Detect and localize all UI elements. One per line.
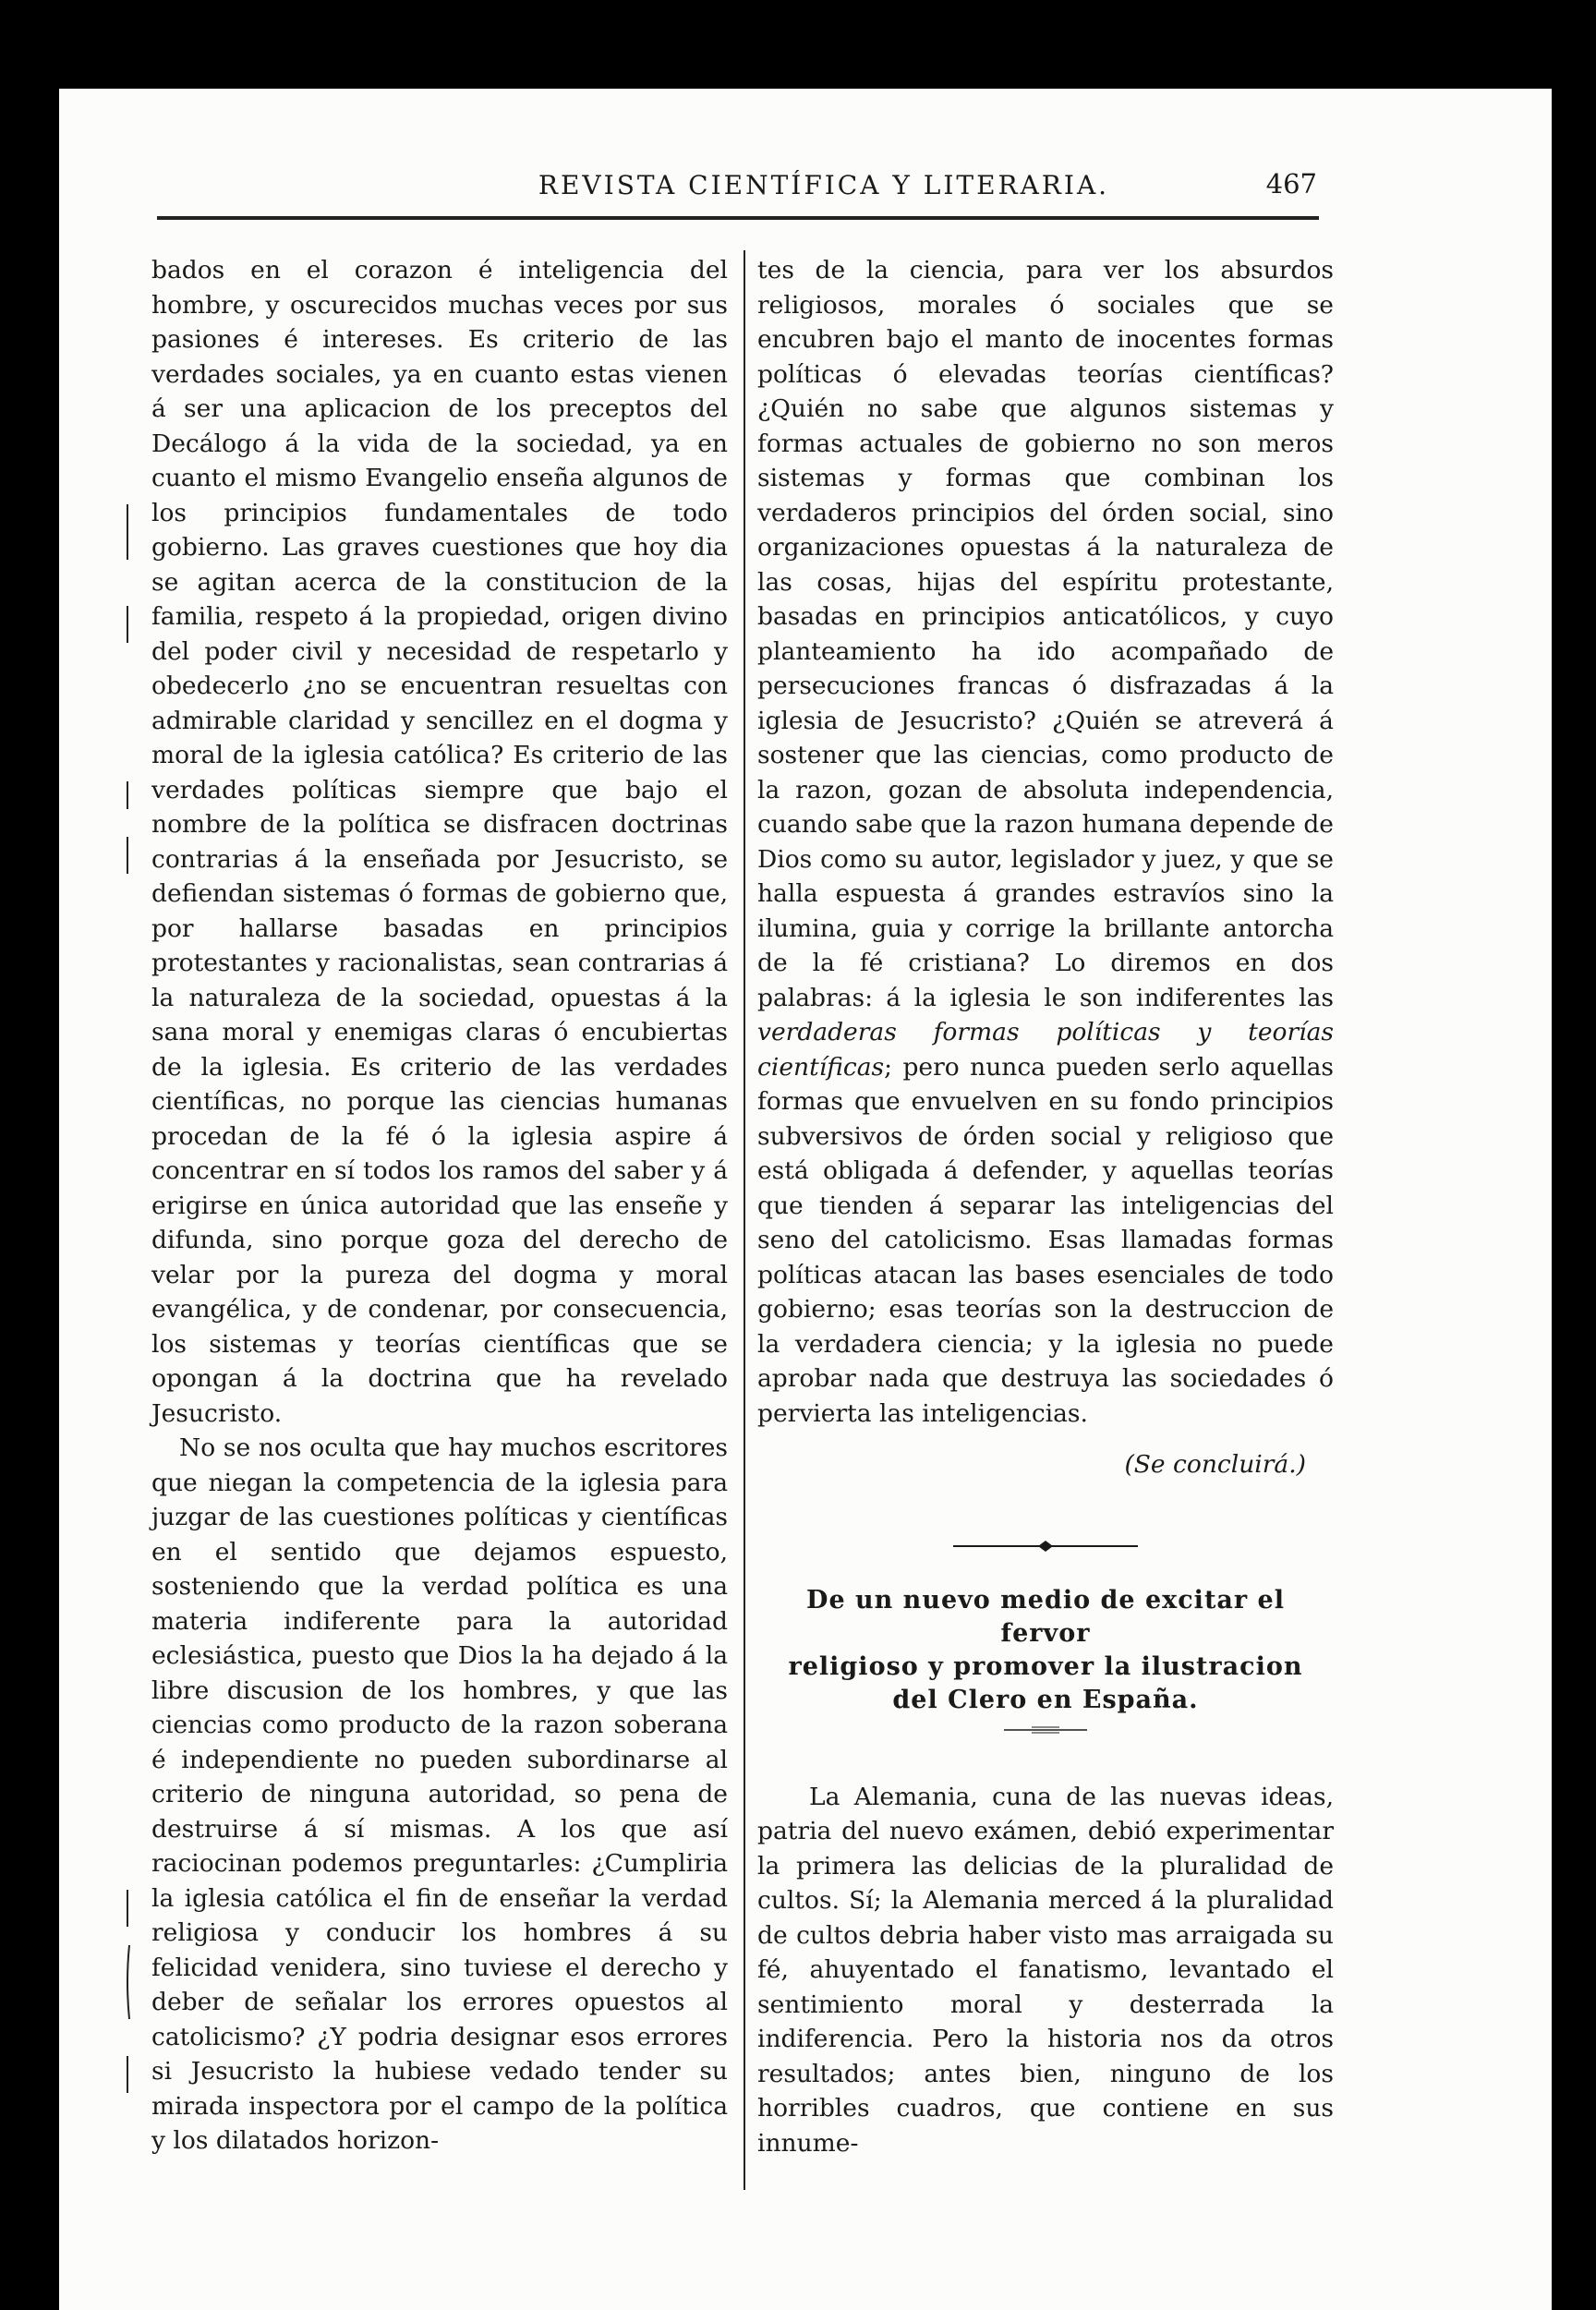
section-ornament-icon	[953, 1540, 1138, 1553]
continued-note: (Se concluirá.)	[1124, 1450, 1306, 1479]
running-header-title: REVISTA CIENTÍFICA Y LITERARIA.	[538, 170, 1110, 200]
margin-marks-icon	[124, 504, 131, 2259]
article-title-line-3: del Clero en España.	[892, 1685, 1199, 1714]
article-title-line-1: De un nuevo medio de excitar el fervor	[806, 1585, 1285, 1648]
article-body	[757, 1780, 1334, 2161]
article-paragraph-1: La Alemania, cuna de las nuevas ideas, patria del nuevo exámen, debió experimentar la primera las delicias de la pluralidad de cultos. Sí; la Alemania merced á la pluralidad de cultos debria haber visto mas arraigada su fé, ahuyentado el fanatismo, levantado el sentimiento moral y desterrada la indiferencia. Pero la historia nos da otros resultados; antes bien, ninguno de los horribles cuadros, que contiene en sus innume-	[757, 1782, 1334, 2158]
right-paragraph-1	[757, 253, 1334, 1431]
italic-phrase: verdaderas formas políticas y teorías científicas	[757, 1018, 1334, 1082]
left-paragraph-1: bados en el corazon é inteligencia del hombre, y oscurecidos muchas veces por sus pasiones é intereses. Es criterio de las verdades sociales, ya en cuanto estas vienen á ser una aplicacion de los preceptos del Decálogo á la vida de la sociedad, ya en cuanto el mismo Evangelio enseña algunos de los principios fundamentales de todo gobierno. Las graves cuestiones que hoy dia se agitan acerca de la constitucion de la familia, respeto á la propiedad, origen divino del poder civil y necesidad de respetarlo y obedecerlo ¿no se encuentran resueltas con admirable claridad y sencillez en el dogma y moral de la iglesia católica? Es criterio de las verdades políticas siempre que bajo el nombre de la política se disfracen doctrinas contrarias á la enseñada por Jesucristo, se defiendan sistemas ó formas de gobierno que, por hallarse basadas en principios protestantes y racionalistas, sean contrarias á la naturaleza de la sociedad, opuestas á la sana moral y enemigas claras ó encubiertas de la iglesia. Es criterio de las verdades científicas, no porque las ciencias humanas procedan de la fé ó la iglesia aspire á concentrar en sí todos los ramos del saber y á erigirse en única autoridad que las enseñe y difunda, sino porque goza del derecho de velar por la pureza del dogma y moral evangélica, y de condenar, por consecuencia, los sistemas y teorías científicas que se opongan á la doctrina que ha revelado Jesucristo.	[151, 256, 728, 1428]
right-column	[757, 253, 1334, 2160]
left-column	[151, 253, 728, 2159]
document-page	[59, 89, 1552, 2310]
title-ornament-icon	[1004, 1724, 1087, 1736]
right-paragraph-1-text-b: ; pero nunca pueden serlo aquellas formas que envuelven en su fondo principios subversivos de órden social y religioso que está obligada á defender, y aquellas teorías que tienden á separar las inteligencias del seno del catolicismo. Esas llamadas formas políticas atacan las bases esenciales de todo gobierno; esas teorías son la destruccion de la verdadera ciencia; y la iglesia no puede aprobar nada que destruya las sociedades ó pervierta las inteligencias.	[757, 1052, 1334, 1428]
article-title-line-2: religioso y promover la ilustracion	[788, 1651, 1303, 1681]
page-number: 467	[1265, 168, 1317, 200]
left-paragraph-2: No se nos oculta que hay muchos escritores que niegan la competencia de la iglesia para juzgar de las cuestiones políticas y científicas en el sentido que dejamos espuesto, sosteniendo que la verdad política es una materia indiferente para la autoridad eclesiástica, puesto que Dios la ha dejado á la libre discusion de los hombres, y que las ciencias como producto de la razon soberana é independiente no pueden subordinarse al criterio de ninguna autoridad, so pena de destruirse á sí mismas. A los que así raciocinan podemos preguntarles: ¿Cumpliria la iglesia católica el fin de enseñar la verdad religiosa y conducir los hombres á su felicidad venidera, sino tuviese el derecho y deber de señalar los errores opuestos al catolicismo? ¿Y podria designar esos errores si Jesucristo la hubiese vedado tender su mirada inspectora por el campo de la política y los dilatados horizon-	[151, 1433, 728, 2155]
column-divider	[744, 250, 745, 2190]
header-rule	[157, 216, 1319, 220]
article-title	[757, 1584, 1334, 1717]
right-paragraph-1-text-a: tes de la ciencia, para ver los absurdos religiosos, morales ó sociales que se encubren bajo el manto de inocentes formas políticas ó elevadas teorías científicas? ¿Quién no sabe que algunos sistemas y formas actuales de gobierno no son meros sistemas y formas que combinan los verdaderos principios del órden social, sino organizaciones opuestas á la naturaleza de las cosas, hijas del espíritu protestante, basadas en principios anticatólicos, y cuyo planteamiento ha ido acompañado de persecuciones francas ó disfrazadas á la iglesia de Jesucristo? ¿Quién se atreverá á sostener que las ciencias, como producto de la razon, gozan de absoluta independencia, cuando sabe que la razon humana depende de Dios como su autor, legislador y juez, y que se halla espuesta á grandes estravíos sino la ilumina, guia y corrige la brillante antorcha de la fé cristiana? Lo diremos en dos palabras: á la iglesia le son indiferentes las	[757, 256, 1334, 1012]
